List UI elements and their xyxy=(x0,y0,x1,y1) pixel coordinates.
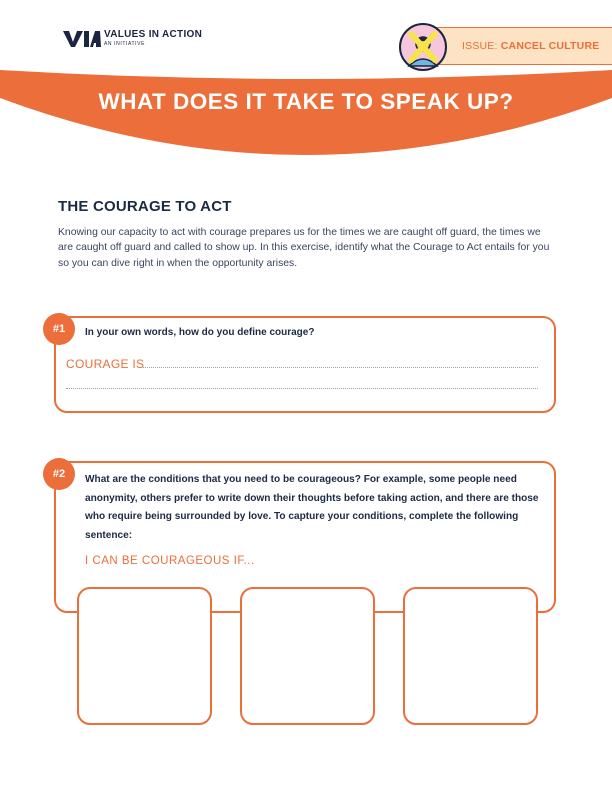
via-logo-mark-icon xyxy=(63,28,101,48)
cancelled-person-icon xyxy=(398,22,448,72)
brand-logo xyxy=(63,28,202,48)
condition-answer-box-2[interactable] xyxy=(240,587,375,725)
answer-line-1[interactable] xyxy=(141,367,538,368)
brand-tagline: AN INITIATIVE xyxy=(104,40,146,47)
issue-topic: CANCEL CULTURE xyxy=(500,40,600,52)
condition-answer-box-3[interactable] xyxy=(403,587,538,725)
answer-line-2[interactable] xyxy=(66,388,538,389)
header-banner xyxy=(0,0,612,170)
question-1-number-badge: #1 xyxy=(43,313,75,345)
question-1-answer-label: COURAGE IS xyxy=(66,357,145,371)
issue-label: ISSUE: CANCEL CULTURE xyxy=(462,40,600,52)
question-1-prompt: In your own words, how do you define courage? xyxy=(85,327,315,338)
question-2-answer-label: I CAN BE COURAGEOUS IF... xyxy=(85,555,255,567)
brand-name: VALUES IN ACTION xyxy=(104,28,203,40)
question-2-prompt: What are the conditions that you need to be courageous? For example, some people need anonymity, others prefer to write down their thoughts before taking action, and there are those who require being surrounded by love. To capture your conditions, complete the following sentence: xyxy=(85,474,539,541)
condition-answer-box-1[interactable] xyxy=(77,587,212,725)
section-title: THE COURAGE TO ACT xyxy=(58,198,232,215)
page-title: WHAT DOES IT TAKE TO SPEAK UP? xyxy=(98,89,514,114)
question-2-number-badge: #2 xyxy=(43,458,75,490)
section-intro: Knowing our capacity to act with courage prepares us for the times we are caught off guard, the times we are caught off guard and called to show up. In this exercise, identify what the Courage to Act entails for you so you can dive right in when the opportunity arises. xyxy=(58,227,550,269)
